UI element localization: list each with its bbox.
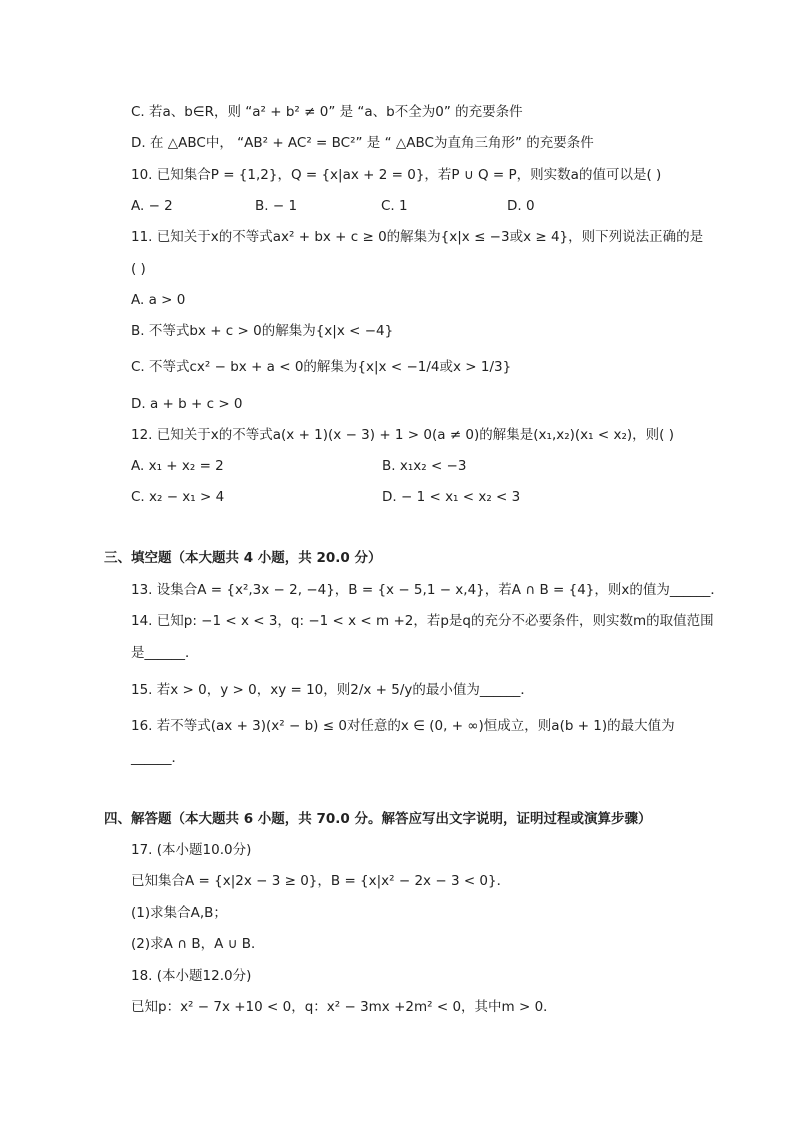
q12-option-c: C. x₂ − x₁ > 4: [131, 489, 225, 505]
q16-cont: ______．: [131, 750, 185, 766]
q11-stem-cont: ( ): [131, 261, 146, 277]
q10-option-d: D. 0: [507, 198, 535, 214]
section-answer-heading: 四、解答题（本大题共 6 小题，共 70.0 分。解答应写出文字说明，证明过程或演算步骤）: [104, 811, 652, 827]
q17-part1: (1)求集合A,B；: [131, 905, 227, 921]
q17-part2: (2)求A ∩ B，A ∪ B．: [131, 936, 265, 952]
q10-option-c: C. 1: [381, 198, 408, 214]
q11-option-c: C. 不等式cx² − bx + a < 0的解集为{x|x < −1/4或x > 1/3}: [131, 359, 512, 375]
q12-option-d: D. − 1 < x₁ < x₂ < 3: [382, 489, 521, 505]
q16: 16. 若不等式(ax + 3)(x² − b) ≤ 0对任意的x ∈ (0, + ∞)恒成立，则a(b + 1)的最大值为: [131, 718, 675, 734]
q14: 14. 已知p: −1 < x < 3，q: −1 < x < m +2，若p是q的充分不必要条件，则实数m的取值范围: [131, 613, 714, 629]
q12-stem: 12. 已知关于x的不等式a(x + 1)(x − 3) + 1 > 0(a ≠ 0)的解集是(x₁,x₂)(x₁ < x₂)，则( ): [131, 427, 674, 443]
q17-stem: 已知集合A = {x|2x − 3 ≥ 0}，B = {x|x² − 2x − 3 < 0}．: [131, 873, 511, 889]
q12-option-b: B. x₁x₂ < −3: [382, 458, 467, 474]
q15: 15. 若x > 0，y > 0，xy = 10，则2/x + 5/y的最小值为______．: [131, 682, 534, 698]
section-fill-in-heading: 三、填空题（本大题共 4 小题，共 20.0 分）: [104, 550, 382, 566]
q18-stem: 已知p：x² − 7x +10 < 0，q：x² − 3mx +2m² < 0，其中m > 0．: [131, 999, 557, 1015]
q10-option-b: B. − 1: [255, 198, 298, 214]
q14-cont: 是______．: [131, 645, 199, 661]
q18-header: 18. (本小题12.0分): [131, 968, 252, 984]
q11-stem: 11. 已知关于x的不等式ax² + bx + c ≥ 0的解集为{x|x ≤ −3或x ≥ 4}，则下列说法正确的是: [131, 229, 704, 245]
q10-option-a: A. − 2: [131, 198, 173, 214]
q9-option-d: D. 在 △ABC中， “AB² + AC² = BC²” 是 “ △ABC为直角三角形” 的充要条件: [131, 135, 594, 151]
q10-stem: 10. 已知集合P = {1,2}，Q = {x|ax + 2 = 0}，若P ∪ Q = P，则实数a的值可以是( ): [131, 167, 662, 183]
q17-header: 17. (本小题10.0分): [131, 842, 252, 858]
q11-option-a: A. a > 0: [131, 292, 186, 308]
q12-option-a: A. x₁ + x₂ = 2: [131, 458, 224, 474]
q11-option-d: D. a + b + c > 0: [131, 396, 243, 412]
q11-option-b: B. 不等式bx + c > 0的解集为{x|x < −4}: [131, 323, 394, 339]
q13: 13. 设集合A = {x²,3x − 2, −4}，B = {x − 5,1 − x,4}，若A ∩ B = {4}，则x的值为______．: [131, 582, 724, 598]
q9-option-c: C. 若a、b∈R，则 “a² + b² ≠ 0” 是 “a、b不全为0” 的充要条件: [131, 104, 523, 120]
